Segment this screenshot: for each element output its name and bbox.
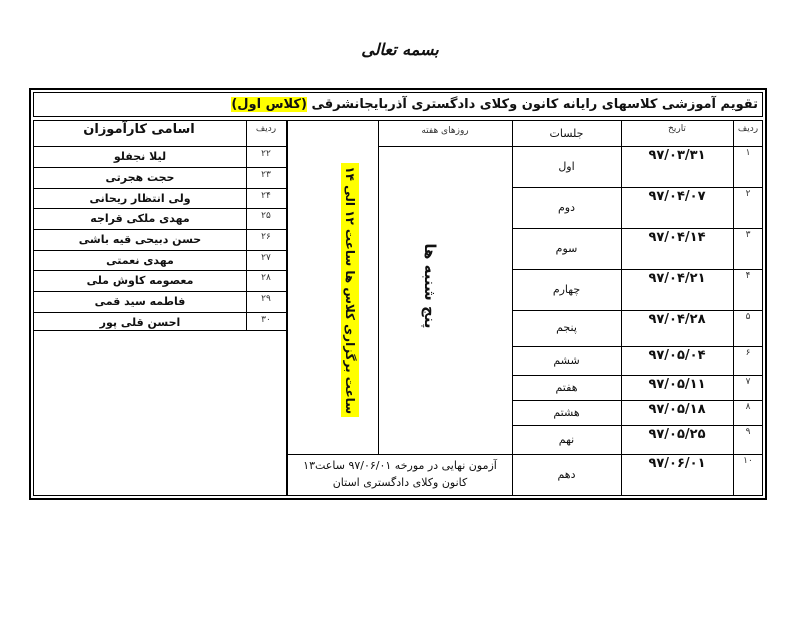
schedule-row-number: ۱۰ (743, 456, 753, 466)
session-date: ۹۷/۰۴/۰۷ (648, 189, 706, 204)
class-time-note (340, 166, 360, 417)
schedule-session-header: جلسات (549, 127, 584, 140)
exam-top-line (287, 454, 512, 455)
schedule-row-line (512, 400, 763, 401)
schedule-row-line (512, 187, 763, 188)
student-name: معصومه کاوش ملی (86, 274, 194, 287)
class-time-text: ساعت برگزاری کلاس ها ساعت ۱۲ الی ۱۴ (341, 163, 359, 417)
weekday-label: پنج شنبه ها (421, 243, 439, 329)
session-date: ۹۷/۰۶/۰۱ (648, 456, 706, 471)
student-row-number: ۲۹ (261, 294, 271, 304)
session-date: ۹۷/۰۳/۳۱ (648, 148, 706, 163)
schedule-row-line (512, 146, 763, 147)
title-bar (33, 92, 763, 117)
students-row-line (33, 250, 287, 251)
students-row-line (33, 229, 287, 230)
schedule-row-number: ۱ (745, 148, 751, 158)
schedule-row-line (512, 310, 763, 311)
schedule-row-number: ۶ (745, 348, 751, 358)
student-row-number: ۲۷ (261, 253, 271, 263)
schedule-row-line (512, 228, 763, 229)
student-name: حجت هجرتی (105, 171, 175, 184)
session-name: هشتم (553, 406, 580, 419)
schedule-row-line (512, 346, 763, 347)
schedule-row-number: ۳ (745, 230, 751, 240)
student-name: مهدی ملکی قراجه (90, 212, 190, 225)
schedule-row-header: ردیف (737, 124, 759, 134)
schedule-row-line (512, 375, 763, 376)
student-name: احسن قلی پور (99, 316, 181, 329)
schedule-row-number: ۷ (745, 377, 751, 387)
session-date: ۹۷/۰۵/۰۴ (648, 348, 706, 363)
exam-note-line1: آزمون نهایی در مورخه ۹۷/۰۶/۰۱ ساعت۱۳ (303, 459, 497, 472)
students-row-line (33, 146, 287, 147)
session-name: هفتم (555, 381, 578, 394)
session-name: نهم (558, 433, 575, 446)
student-name: حسن دبیحی قیه باشی (78, 233, 202, 246)
students-divider (246, 120, 247, 330)
student-row-number: ۲۴ (261, 191, 271, 201)
student-name: ولی انتظار ریحانی (89, 192, 191, 205)
students-row-line (33, 312, 287, 313)
session-name: اول (558, 160, 575, 173)
schedule-row-number: ۸ (745, 402, 751, 412)
day-header-line (378, 146, 512, 147)
student-name: مهدی نعمتی (106, 254, 174, 267)
document-header: بسمه تعالی (361, 40, 439, 59)
students-row-line (33, 208, 287, 209)
session-date: ۹۷/۰۵/۱۱ (648, 377, 706, 392)
students-row-line (33, 270, 287, 271)
session-date: ۹۷/۰۵/۲۵ (648, 427, 706, 442)
session-name: چهارم (552, 283, 581, 296)
students-names-header: اسامی کارآموزان (83, 122, 195, 137)
schedule-row-number: ۲ (745, 189, 751, 199)
schedule-row-number: ۴ (745, 271, 751, 281)
time-col-divider (378, 120, 379, 454)
schedule-row-number: ۹ (745, 427, 751, 437)
student-name: فاطمه سید قمی (94, 295, 186, 308)
session-date: ۹۷/۰۴/۲۱ (648, 271, 706, 286)
schedule-row-line (512, 269, 763, 270)
session-name: ششم (553, 354, 580, 367)
students-row-line (33, 167, 287, 168)
student-row-number: ۲۲ (261, 149, 271, 159)
schedule-row-line (512, 425, 763, 426)
student-row-number: ۲۳ (261, 170, 271, 180)
exam-note-line2: کانون وکلای دادگستری استان (332, 476, 468, 489)
session-date: ۹۷/۰۵/۱۸ (648, 402, 706, 417)
students-row-line (33, 188, 287, 189)
session-date: ۹۷/۰۴/۲۸ (648, 312, 706, 327)
schedule-row-number: ۵ (745, 312, 751, 322)
session-name: پنجم (556, 321, 577, 334)
class-highlight: (کلاس اول) (231, 97, 307, 112)
title-text: تقویم آموزشی کلاسهای رایانه کانون وکلای دادگستری آذربایجانشرقی (311, 97, 758, 112)
date-col-divider (733, 120, 734, 496)
schedule-date-header: تاریخ (668, 124, 686, 134)
student-row-number: ۲۸ (261, 273, 271, 283)
students-row-header: ردیف (255, 124, 277, 134)
session-name: دوم (557, 201, 576, 214)
student-row-number: ۲۵ (261, 211, 271, 221)
students-row-line (33, 330, 287, 331)
student-row-number: ۳۰ (261, 315, 271, 325)
schedule-day-header: روزهای هفته (421, 126, 469, 136)
session-name: دهم (557, 468, 576, 481)
student-name: لیلا نجفلو (113, 150, 167, 163)
session-date: ۹۷/۰۴/۱۴ (648, 230, 706, 245)
schedule-row-line (512, 454, 763, 455)
students-row-line (33, 291, 287, 292)
session-name: سوم (555, 242, 578, 255)
student-row-number: ۲۶ (261, 232, 271, 242)
